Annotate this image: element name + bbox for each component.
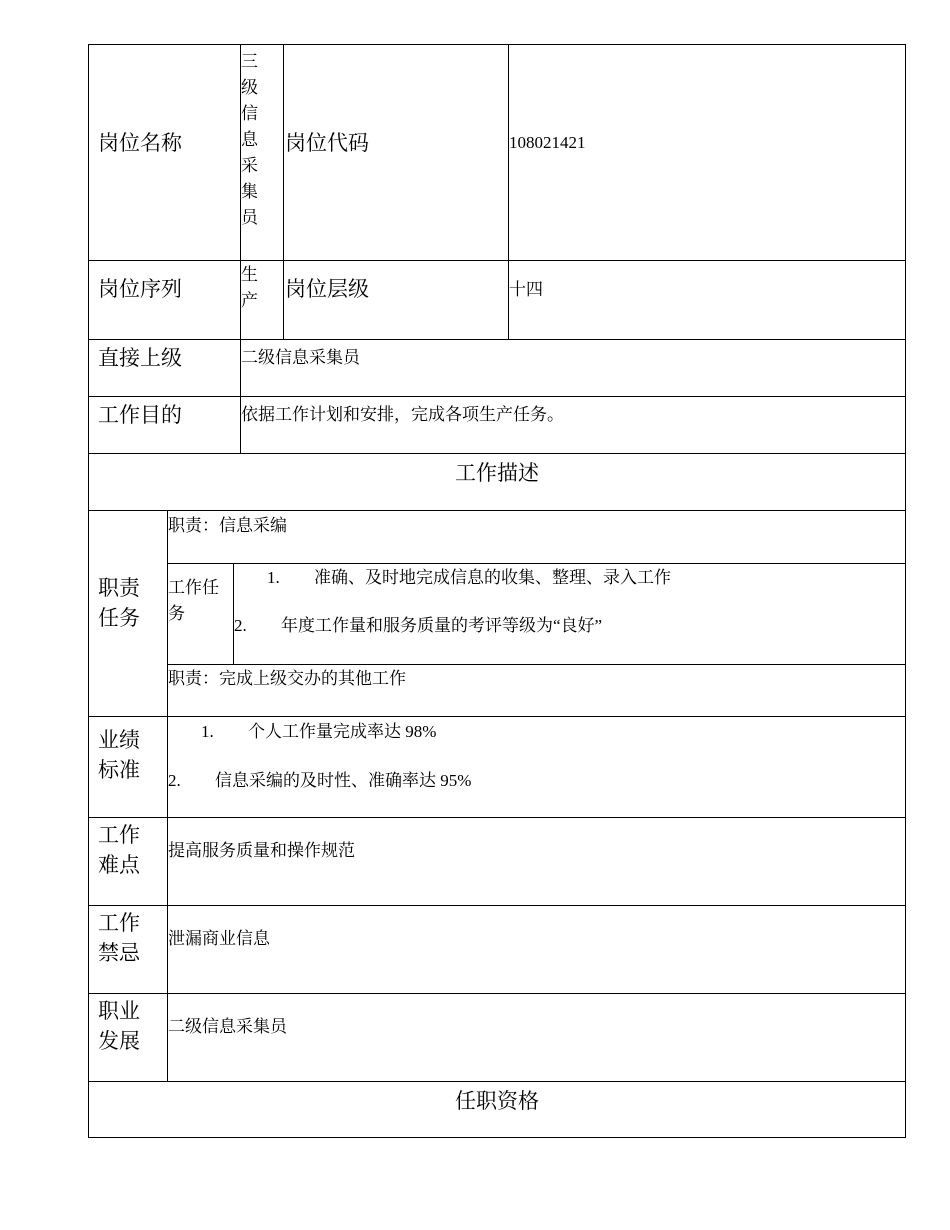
- difficulty-label: 工作难点: [98, 823, 140, 877]
- post-name-label: 岗位名称: [98, 131, 182, 155]
- career-label: 职业发展: [98, 999, 140, 1053]
- performance-label-cell: [88, 716, 168, 818]
- task-item-1-number: 1.: [267, 568, 280, 587]
- post-seq-label-cell: [88, 260, 241, 340]
- purpose-value: 依据工作计划和安排，完成各项生产任务。: [241, 405, 564, 424]
- task-label-cell: [167, 563, 234, 665]
- difficulty-label-cell: [88, 817, 168, 906]
- performance-label: 业绩标准: [98, 728, 140, 782]
- qualification-title: 任职资格: [455, 1089, 539, 1113]
- post-name-value-cell: [240, 44, 284, 261]
- duty-1: 职责：信息采编: [168, 516, 287, 535]
- post-seq-value: 生产: [241, 265, 258, 310]
- post-code-value: 108021421: [509, 133, 586, 152]
- career-value: 二级信息采集员: [168, 1017, 287, 1036]
- career-label-cell: [88, 993, 168, 1082]
- taboo-label-cell: [88, 905, 168, 994]
- post-level-label: 岗位层级: [285, 277, 369, 301]
- post-code-value-cell: [508, 44, 906, 261]
- task-item-2-text: 年度工作量和服务质量的考评等级为“良好”: [281, 616, 603, 635]
- post-seq-value-cell: [240, 260, 284, 340]
- task-item-2: [234, 613, 602, 639]
- post-code-label: 岗位代码: [285, 131, 369, 155]
- description-title: 工作描述: [455, 461, 539, 485]
- superior-value-cell: [240, 339, 906, 397]
- performance-item-1-text: 个人工作量完成率达 98%: [248, 722, 437, 741]
- career-value-cell: [167, 993, 906, 1082]
- performance-item-2: [168, 768, 471, 794]
- task-label: 工作任务: [168, 578, 219, 623]
- duties-label-cell: [88, 510, 168, 717]
- post-code-label-cell: [283, 44, 509, 261]
- performance-item-1: [201, 719, 436, 745]
- performance-item-2-number: 2.: [168, 771, 181, 790]
- duty-2: 职责：完成上级交办的其他工作: [168, 669, 406, 688]
- post-name-value: 三级信息采集员: [241, 52, 258, 227]
- task-item-1-text: 准确、及时地完成信息的收集、整理、录入工作: [314, 568, 671, 587]
- task-list-cell: [233, 563, 906, 665]
- task-item-2-number: 2.: [234, 616, 247, 635]
- task-item-1: [267, 565, 671, 591]
- qualification-header-cell: [88, 1081, 906, 1138]
- taboo-label: 工作禁忌: [98, 911, 140, 965]
- post-level-value: 十四: [509, 280, 543, 299]
- taboo-value: 泄漏商业信息: [168, 929, 270, 948]
- performance-list-cell: [167, 716, 906, 818]
- superior-label: 直接上级: [98, 346, 182, 370]
- post-seq-label: 岗位序列: [98, 277, 182, 301]
- performance-item-1-number: 1.: [201, 722, 214, 741]
- post-level-value-cell: [508, 260, 906, 340]
- purpose-value-cell: [240, 396, 906, 454]
- description-header-cell: [88, 453, 906, 511]
- job-description-table: [88, 44, 906, 1138]
- taboo-value-cell: [167, 905, 906, 994]
- post-name-label-cell: [88, 44, 241, 261]
- superior-label-cell: [88, 339, 241, 397]
- difficulty-value: 提高服务质量和操作规范: [168, 841, 355, 860]
- post-level-label-cell: [283, 260, 509, 340]
- purpose-label: 工作目的: [98, 403, 182, 427]
- duty-1-cell: [167, 510, 906, 564]
- duties-label: 职责任务: [98, 576, 140, 630]
- superior-value: 二级信息采集员: [241, 348, 360, 367]
- difficulty-value-cell: [167, 817, 906, 906]
- purpose-label-cell: [88, 396, 241, 454]
- duty-2-cell: [167, 664, 906, 717]
- performance-item-2-text: 信息采编的及时性、准确率达 95%: [215, 771, 472, 790]
